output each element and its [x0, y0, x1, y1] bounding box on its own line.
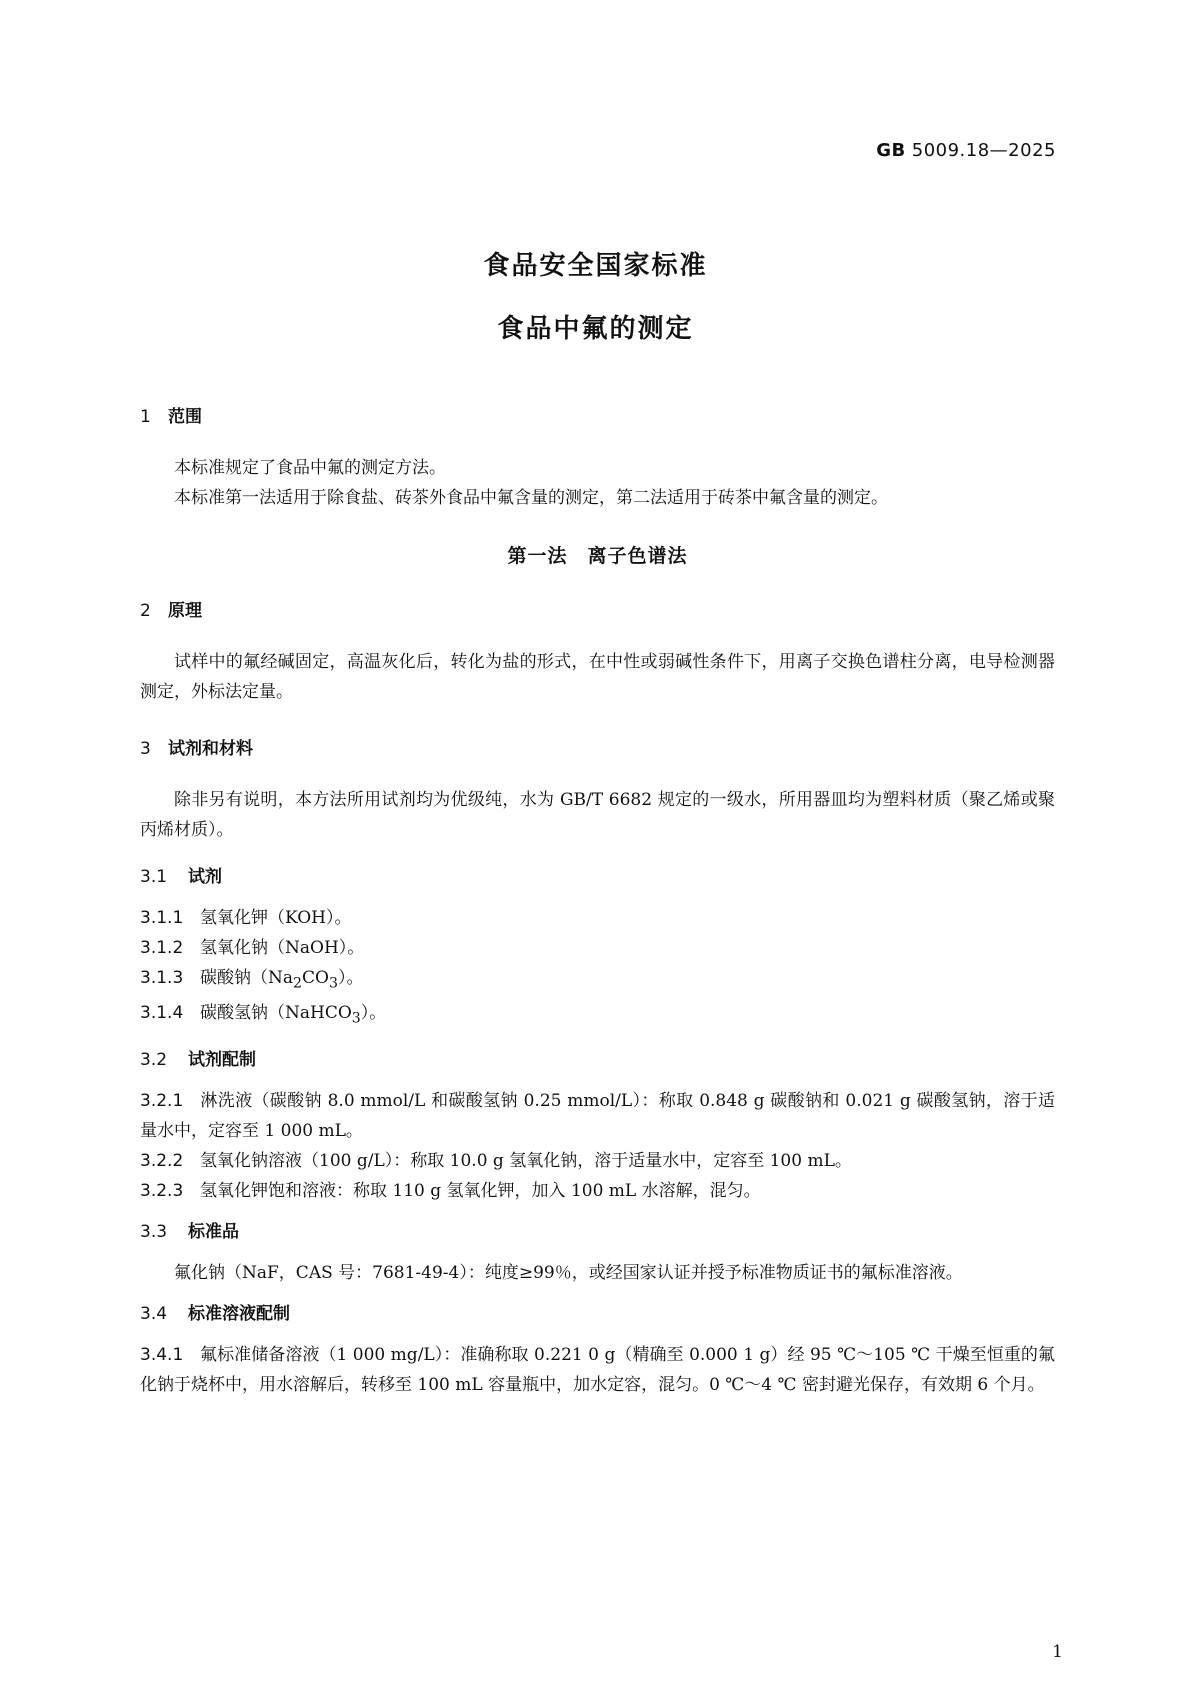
standard-prefix: GB	[876, 140, 906, 161]
section-title: 试剂和材料	[168, 739, 253, 759]
section-number: 1	[140, 407, 151, 427]
method-heading: 第一法 离子色谱法	[507, 545, 688, 567]
paragraph: 本标准第一法适用于除食盐、砖茶外食品中氟含量的测定，第二法适用于砖茶中氟含量的测定。	[174, 488, 888, 508]
item-text: 碳酸氢钠（NaHCO$_3$）。	[200, 1003, 387, 1027]
item-number: 3.2.2	[140, 1150, 184, 1171]
paragraph: 除非另有说明，本方法所用试剂均为优级纯，水为 GB/T 6682 规定的一级水，所用器皿均为塑料材质（聚乙烯或聚丙烯材质）。	[140, 790, 1055, 840]
list-item	[140, 1146, 1055, 1176]
page-number: 1	[1052, 1642, 1063, 1662]
list-item	[140, 903, 1055, 933]
subsection-title: 标准溶液配制	[188, 1303, 290, 1324]
document-title-line1: 食品安全国家标准	[483, 251, 708, 281]
item-number: 3.2.1	[140, 1090, 184, 1111]
item-number: 3.4.1	[140, 1344, 184, 1365]
list-item	[140, 933, 1055, 963]
section-heading-reagents	[140, 737, 1055, 761]
list-item	[140, 998, 1055, 1033]
subsection-heading-standard-solution	[140, 1302, 1055, 1326]
standard-number	[876, 140, 1056, 161]
subsection-heading-reagents	[140, 865, 1055, 889]
subsection-number: 3.2	[140, 1049, 168, 1070]
list-item	[140, 963, 1055, 998]
item-number: 3.1.1	[140, 908, 184, 928]
item-text: 碳酸钠$(Na_2CO_3)$。	[200, 968, 364, 992]
list-item	[140, 1086, 1055, 1146]
paragraph: 本标准规定了食品中氟的测定方法。	[174, 458, 446, 478]
section-title: 原理	[168, 601, 202, 621]
standard-code: 5009.18—2025	[911, 140, 1056, 161]
item-text: 氢氧化钠（NaOH）。	[200, 938, 365, 958]
item-text: 氢氧化钠溶液（100 g/L）：称取 10.0 g 氢氧化钠，溶于适量水中，定容至 100 mL。	[200, 1150, 852, 1171]
list-item	[140, 1340, 1055, 1400]
subsection-number: 3.1	[140, 867, 168, 887]
item-text: 氢氧化钾饱和溶液：称取 110 g 氢氧化钾，加入 100 mL 水溶解，混匀。	[200, 1180, 761, 1201]
section-heading-principle	[140, 599, 1055, 623]
subsection-title: 试剂配制	[188, 1049, 256, 1070]
subsection-heading-standard-material	[140, 1220, 1055, 1244]
subsection-title: 试剂	[188, 867, 222, 887]
paragraph: 氟化钠（NaF，CAS 号：7681-49-4）：纯度≥99％，或经国家认证并授予标准物质证书的氟标准溶液。	[174, 1262, 963, 1283]
item-number: 3.1.4	[140, 1003, 184, 1024]
document-body	[140, 405, 1055, 1400]
section-number: 2	[140, 601, 151, 621]
subsection-heading-reagent-preparation	[140, 1048, 1055, 1072]
paragraph: 试样中的氟经碱固定，高温灰化后，转化为盐的形式，在中性或弱碱性条件下，用离子交换色谱柱分离，电导检测器测定，外标法定量。	[140, 652, 1055, 702]
section-number: 3	[140, 739, 151, 759]
list-item	[140, 1176, 1055, 1206]
subsection-title: 标准品	[188, 1221, 239, 1242]
document-title-line2: 食品中氟的测定	[497, 314, 694, 344]
item-number: 3.1.2	[140, 938, 184, 958]
section-heading-scope	[140, 405, 1055, 429]
subsection-number: 3.4	[140, 1303, 168, 1324]
item-number: 3.2.3	[140, 1180, 184, 1201]
subsection-number: 3.3	[140, 1221, 168, 1242]
item-text: 氟标准储备溶液（1 000 mg/L）：准确称取 0.221 0 g（精确至 0.000 1 g）经 95 ℃～105 ℃ 干燥至恒重的氟化钠于烧杯中，用水溶解后，转移至 100 mL 容量瓶中，加水定容，混匀。0 ℃～4 ℃ 密封避光保存，有效期 6 个月。	[140, 1344, 1055, 1395]
item-number: 3.1.3	[140, 968, 184, 988]
item-text: 淋洗液（碳酸钠 8.0 mmol/L 和碳酸氢钠 0.25 mmol/L）：称取 0.848 g 碳酸钠和 0.021 g 碳酸氢钠，溶于适量水中，定容至 1 000 mL。	[140, 1090, 1055, 1141]
section-title: 范围	[168, 407, 202, 427]
item-text: 氢氧化钾（KOH）。	[200, 908, 352, 928]
